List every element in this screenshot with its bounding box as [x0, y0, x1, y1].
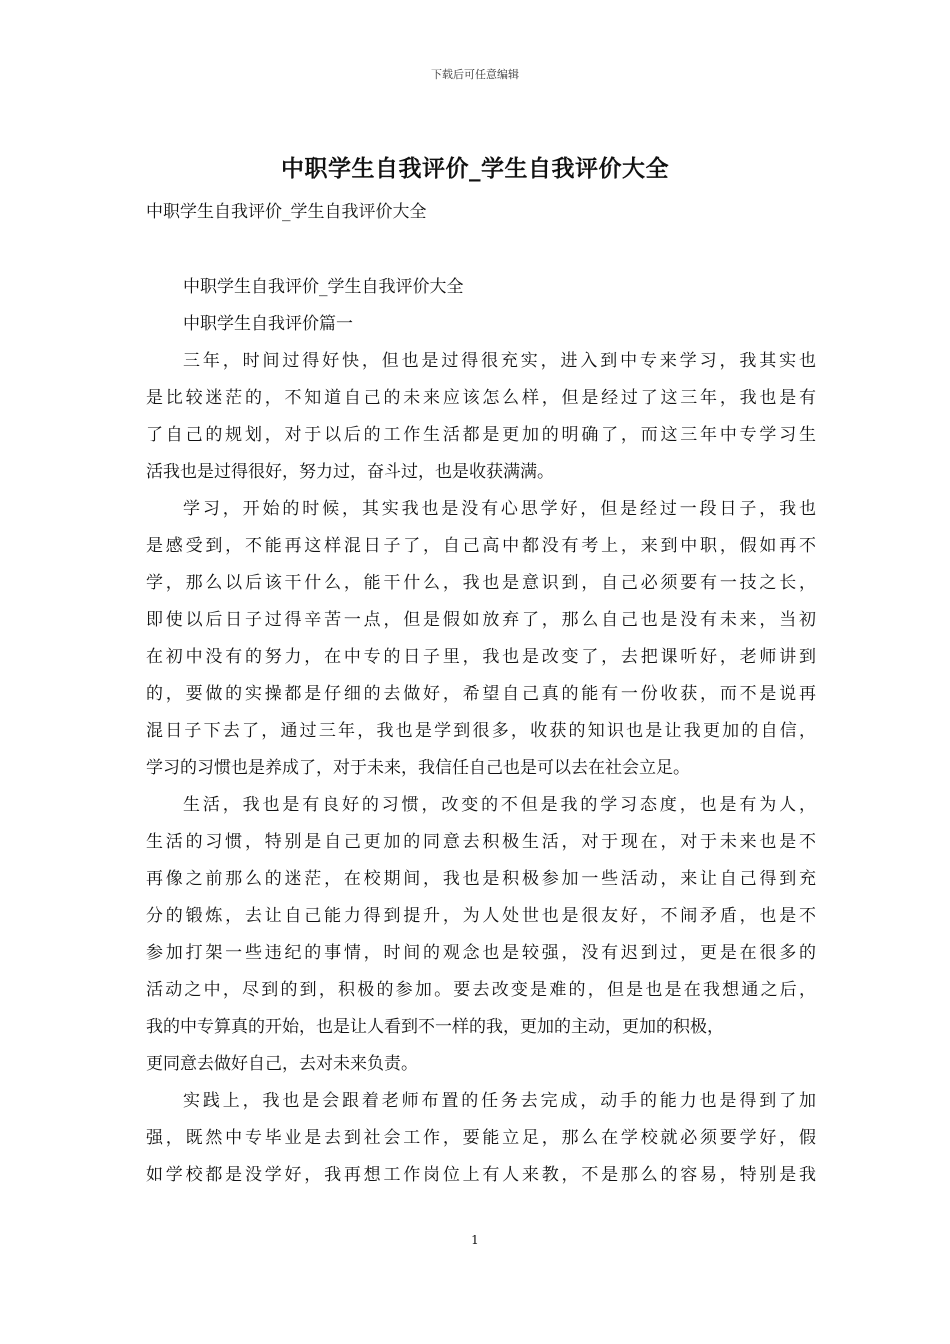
document-subtitle: 中职学生自我评价_学生自我评价大全	[146, 202, 427, 222]
paragraph-line: 活我也是过得很好，努力过，奋斗过，也是收获满满。	[146, 462, 554, 482]
document-title: 中职学生自我评价_学生自我评价大全	[281, 155, 669, 182]
paragraph-line: 更同意去做好自己，去对未来负责。	[146, 1054, 418, 1074]
body-line: 中职学生自我评价_学生自我评价大全	[183, 277, 464, 297]
paragraph-line: 活动之中，尽到的到，积极的参加。要去改变是难的，但是也是在我想通之后，	[146, 980, 816, 1000]
paragraph-line: 分的锻炼，去让自己能力得到提升，为人处世也是很友好，不闹矛盾，也是不	[146, 906, 816, 926]
document-body	[146, 272, 816, 1197]
paragraph-line: 是感受到，不能再这样混日子了，自己高中都没有考上，来到中职，假如再不	[146, 536, 816, 556]
paragraph-line: 学习，开始的时候，其实我也是没有心思学好，但是经过一段日子，我也	[183, 499, 816, 519]
paragraph-line: 学习的习惯也是养成了，对于未来，我信任自己也是可以去在社会立足。	[146, 758, 690, 778]
paragraph-line: 的，要做的实操都是仔细的去做好，希望自己真的能有一份收获，而不是说再	[146, 684, 816, 704]
paragraph-line: 再像之前那么的迷茫，在校期间，我也是积极参加一些活动，来让自己得到充	[146, 869, 816, 889]
page-header-note: 下载后可任意编辑	[431, 68, 519, 81]
paragraph-line: 如学校都是没学好，我再想工作岗位上有人来教，不是那么的容易，特别是我	[146, 1165, 816, 1185]
paragraph-line: 三年，时间过得好快，但也是过得很充实，进入到中专来学习，我其实也	[183, 351, 816, 371]
paragraph-line: 实践上，我也是会跟着老师布置的任务去完成，动手的能力也是得到了加	[183, 1091, 816, 1111]
paragraph-line: 是比较迷茫的，不知道自己的未来应该怎么样，但是经过了这三年，我也是有	[146, 388, 816, 408]
paragraph-line: 生活的习惯，特别是自己更加的同意去积极生活，对于现在，对于未来也是不	[146, 832, 816, 852]
paragraph-line: 学，那么以后该干什么，能干什么，我也是意识到，自己必须要有一技之长，	[146, 573, 816, 593]
paragraph-line: 我的中专算真的开始，也是让人看到不一样的我，更加的主动，更加的积极，	[146, 1017, 724, 1037]
paragraph-line: 了自己的规划，对于以后的工作生活都是更加的明确了，而这三年中专学习生	[146, 425, 816, 445]
paragraph-line: 生活，我也是有良好的习惯，改变的不但是我的学习态度，也是有为人，	[183, 795, 816, 815]
paragraph-line: 即使以后日子过得辛苦一点，但是假如放弃了，那么自己也是没有未来，当初	[146, 610, 816, 630]
section-heading: 中职学生自我评价篇一	[183, 314, 353, 334]
paragraph-line: 参加打架一些违纪的事情，时间的观念也是较强，没有迟到过，更是在很多的	[146, 943, 816, 963]
paragraph-line: 混日子下去了，通过三年，我也是学到很多，收获的知识也是让我更加的自信，	[146, 721, 816, 741]
paragraph-line: 在初中没有的努力，在中专的日子里，我也是改变了，去把课听好，老师讲到	[146, 647, 816, 667]
paragraph-line: 强，既然中专毕业是去到社会工作，要能立足，那么在学校就必须要学好，假	[146, 1128, 816, 1148]
page-number: 1	[471, 1233, 479, 1247]
